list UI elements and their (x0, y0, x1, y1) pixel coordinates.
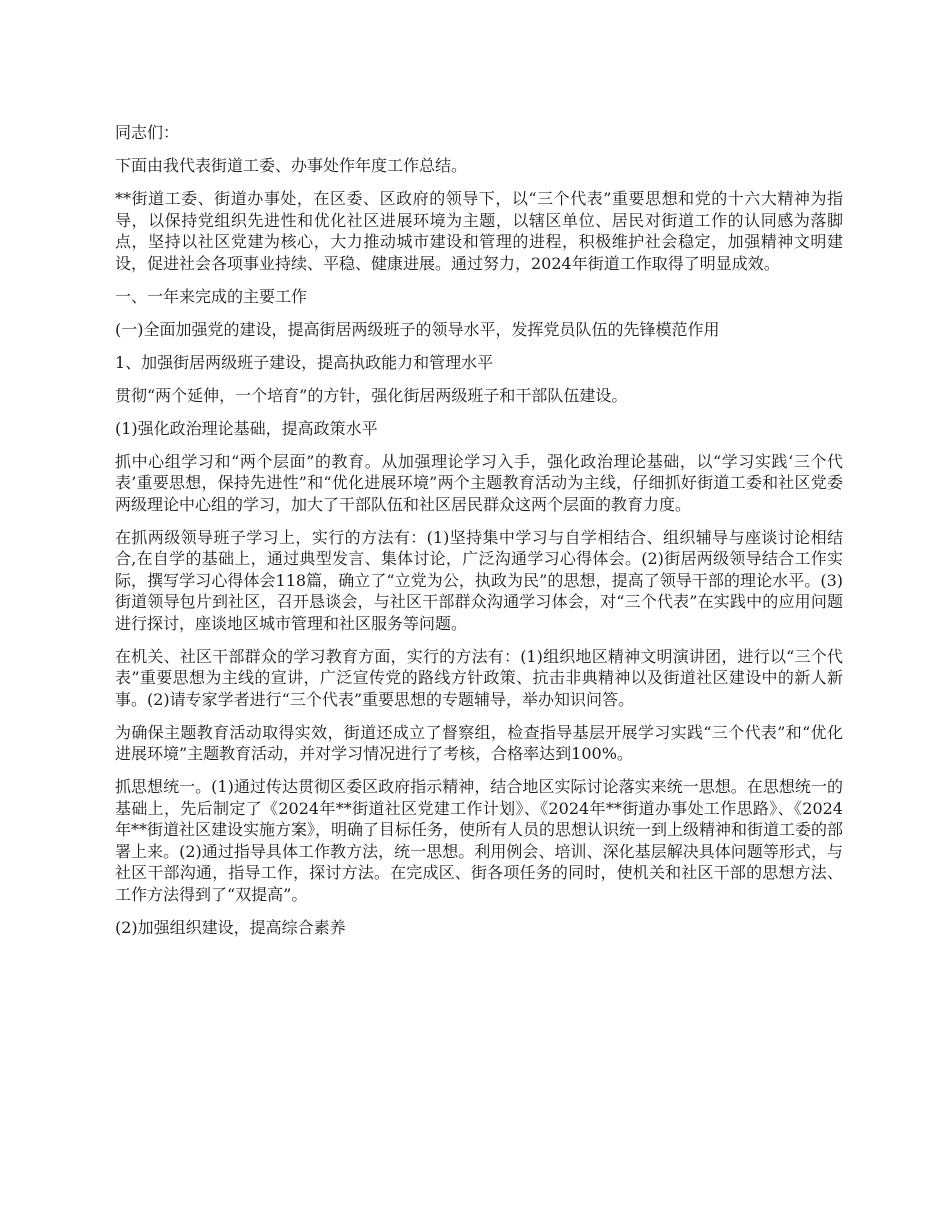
sub-item-heading: (2)加强组织建设，提高综合素养 (115, 917, 346, 937)
document-body (115, 122, 843, 950)
body-paragraph: 抓中心组学习和“两个层面”的教育。从加强理论学习入手，强化政治理论基础，以“学习实践‘三个代表’重要思想，保持先进性”和“优化进展环境”两个主题教育活动为主线，仔细抓好街道工委和社区党委两级理论中心组的学习，加大了干部队伍和社区居民群众这两个层面的教育力度。 (115, 451, 843, 514)
body-paragraph: 贯彻“两个延伸，一个培育”的方针，强化街居两级班子和干部队伍建设。 (115, 385, 628, 405)
section-heading: 一、一年来完成的主要工作 (115, 286, 308, 306)
subsection-heading: (一)全面加强党的建设，提高街居两级班子的领导水平，发挥党员队伍的先锋模范作用 (115, 319, 720, 339)
overview-paragraph: **街道工委、街道办事处，在区委、区政府的领导下，以“三个代表”重要思想和党的十六大精神为指导，以保持党组织先进性和优化社区进展环境为主题，以辖区单位、居民对街道工作的认同感为落脚点，坚持以社区党建为核心，大力推动城市建设和管理的进程，积极维护社会稳定，加强精神文明建设，促进社会各项事业持续、平稳、健康进展。通过努力，2024年街道工作取得了明显成效。 (115, 189, 843, 273)
body-paragraph: 抓思想统一。(1)通过传达贯彻区委区政府指示精神，结合地区实际讨论落实来统一思想。在思想统一的基础上，先后制定了《2024年**街道社区党建工作计划》、《2024年**街道办事处工作思路》、《2024年**街道社区建设实施方案》，明确了目标任务，使所有人员的思想认识统一到上级精神和街道工委的部署上来。(2)通过指导具体工作教方法，统一思想。利用例会、培训、深化基层解决具体问题等形式，与社区干部沟通，指导工作，探讨方法。在完成区、街各项任务的同时，使机关和社区干部的思想方法、工作方法得到了“双提高”。 (115, 777, 844, 904)
item-heading: 1、加强街居两级班子建设，提高执政能力和管理水平 (115, 352, 494, 372)
intro-paragraph: 下面由我代表街道工委、办事处作年度工作总结。 (115, 156, 468, 175)
sub-item-heading: (1)强化政治理论基础，提高政策水平 (115, 418, 378, 438)
salutation: 同志们： (115, 123, 180, 142)
body-paragraph: 在机关、社区干部群众的学习教育方面，实行的方法有：(1)组织地区精神文明演讲团，进行以“三个代表”重要思想为主线的宣讲，广泛宣传党的路线方针政策、抗击非典精神以及街道社区建设中的新人新事。(2)请专家学者进行“三个代表”重要思想的专题辅导，举办知识问答。 (115, 646, 843, 709)
body-paragraph: 在抓两级领导班子学习上，实行的方法有：(1)坚持集中学习与自学相结合、组织辅导与座谈讨论相结合,在自学的基础上，通过典型发言、集体讨论，广泛沟通学习心得体会。(2)街居两级领导结合工作实际，撰写学习心得体会118篇，确立了“立党为公，执政为民”的思想，提高了领导干部的理论水平。(3)街道领导包片到社区，召开恳谈会，与社区干部群众沟通学习体会，对“三个代表”在实践中的应用问题进行探讨，座谈地区城市管理和社区服务等问题。 (115, 527, 843, 633)
body-paragraph: 为确保主题教育活动取得实效，街道还成立了督察组，检查指导基层开展学习实践“三个代表”和“优化进展环境”主题教育活动，并对学习情况进行了考核，合格率达到100%。 (115, 722, 843, 763)
